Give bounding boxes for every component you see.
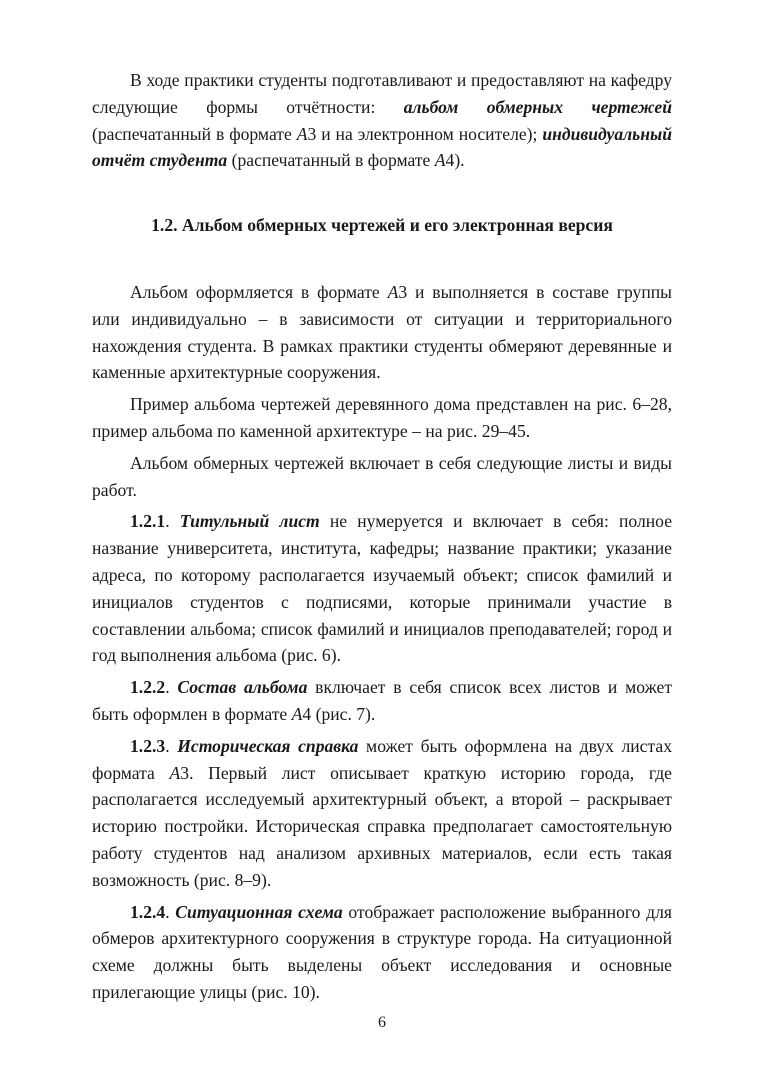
item-separator: . xyxy=(165,735,178,756)
item-number: 1.2.3 xyxy=(130,735,166,756)
format-letter-a3: А xyxy=(296,123,308,144)
page-number: 6 xyxy=(378,1014,386,1031)
para1-text-1: Альбом оформляется в формате xyxy=(130,281,388,302)
para1-format-letter: А xyxy=(387,281,399,302)
term-historical-note: Историческая справка xyxy=(177,735,359,756)
item-text-end: 4 (рис. 7). xyxy=(302,703,376,724)
item-situation-plan xyxy=(92,899,672,1006)
intro-paragraph xyxy=(92,67,672,174)
paragraph-album-examples: Пример альбома чертежей деревянного дома представлен на рис. 6–28, пример альбома по каменной архитектуре – на рис. 29–45. xyxy=(92,394,672,441)
intro-text-1: В ходе практики студенты подготавливают и предоставляют на кафедру следующие формы отчётности: xyxy=(92,70,672,117)
term-album: альбом обмерных чертежей xyxy=(403,96,672,117)
intro-text-2: (распечатанный в формате xyxy=(92,123,297,144)
paragraph-album-contents: Альбом обмерных чертежей включает в себя следующие листы и виды работ. xyxy=(92,452,672,500)
item-format-letter: А xyxy=(291,703,303,724)
term-album-composition: Состав альбома xyxy=(177,677,308,698)
item-number: 1.2.1 xyxy=(130,511,166,532)
term-situation-plan: Ситуационная схема xyxy=(175,901,343,922)
item-separator: . xyxy=(165,511,180,532)
item-text: не нумеруется и включает в себя: полное название университета, института, кафедры; название практики; указание адреса, по которому располагается изучаемый объект; список фамилий и инициалов студентов с подписями, которые принимали участие в составлении альбома; список фамилий и инициалов преподавателей; город и год выполнения альбома (рис. 6). xyxy=(92,511,672,666)
item-album-composition xyxy=(92,674,672,728)
item-text: включает в себя список всех листов и может быть оформлен в формате xyxy=(92,677,673,724)
page-body xyxy=(92,67,672,1006)
item-separator: . xyxy=(165,677,178,698)
item-text: может быть оформлена на двух листах формата xyxy=(92,735,672,783)
item-text: отображает расположение выбранного для обмеров архитектурного сооружения в структуре города. На ситуационной схеме должны быть выделены объект исследования и основные прилегающие улицы (рис. 10). xyxy=(92,901,672,1002)
para1-text-2: 3 и выполняется в составе группы или индивидуально – в зависимости от ситуации и территориального нахождения студента. В рамках практики студенты обмеряют деревянные и каменные архитектурные сооружения. xyxy=(92,281,672,383)
item-number: 1.2.2 xyxy=(130,677,166,698)
paragraph-album-format xyxy=(92,279,672,386)
section-heading: 1.2. Альбом обмерных чертежей и его электронная версия xyxy=(151,215,613,236)
item-number: 1.2.4 xyxy=(130,901,166,922)
intro-text-5: 4). xyxy=(445,150,465,171)
term-title-page: Титульный лист xyxy=(179,511,320,532)
item-historical-note xyxy=(92,733,672,894)
item-separator: . xyxy=(165,901,176,922)
term-report: индивидуальный отчёт студента xyxy=(92,123,672,171)
intro-text-3: 3 и на электронном носителе); xyxy=(307,123,543,144)
item-text-end: 3. Первый лист описывает краткую историю города, где располагается исследуемый архитектурный объект, а второй – раскрывает историю постройки. Историческая справка предполагает самостоятельную работу студентов над анализом архивных материалов, если есть такая возможность (рис. 8–9). xyxy=(92,762,672,890)
intro-text-4: (распечатанный в формате xyxy=(227,150,435,171)
format-letter-a4: А xyxy=(434,150,446,171)
item-title-page xyxy=(92,508,672,669)
item-format-letter: А xyxy=(169,762,181,783)
